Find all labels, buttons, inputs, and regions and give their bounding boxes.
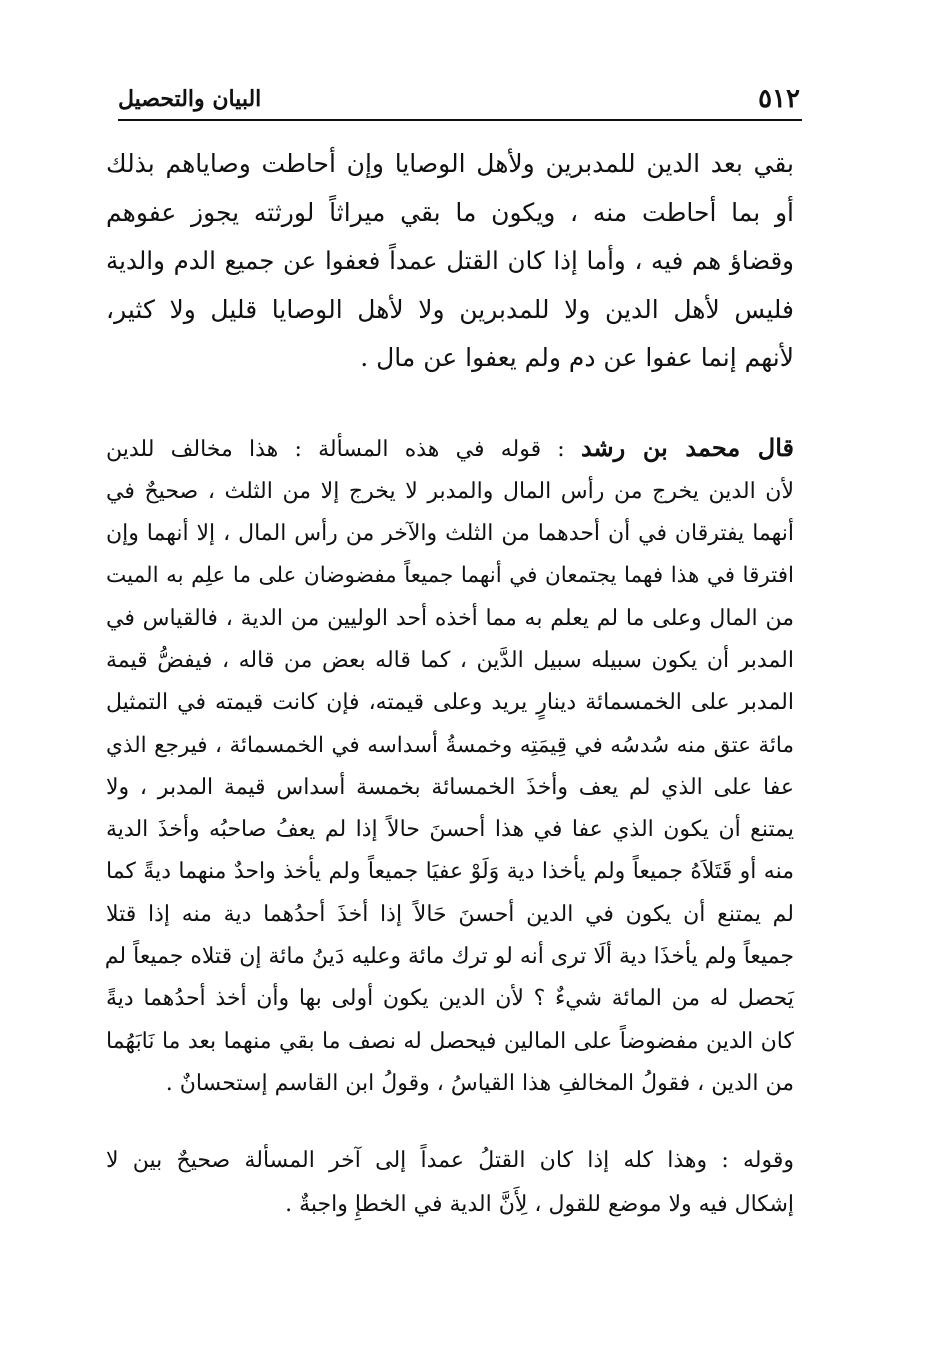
commentator-heading: قال محمد بن رشد bbox=[580, 432, 794, 462]
header-rule bbox=[118, 119, 802, 121]
text-line: جميعاً ولم يأخذَا دية ألَا ترى أنه لو ترك مائة وعليه دَينُ مائة إن قتلاه جميعاً لم bbox=[104, 944, 794, 970]
text-line: وقوله : وهذا كله إذا كان القتلُ عمداً إلى آخر المسألة صحيحٌ بين لا bbox=[106, 1148, 794, 1174]
page-header bbox=[118, 78, 800, 116]
text-line: منه أو قَتَلاَهُ جميعاً ولم يأخذا دية وَلَوْ عفيَا جميعاً ولم يأخذ واحدٌ منهما ديةً كما bbox=[106, 859, 794, 885]
text-line: يمتنع أن يكون الذي عفا في هذا أحسنَ حالاً إذا لم يعفُ صاحبُه وأخذَ الدية bbox=[106, 817, 794, 843]
text-line-rest: : قوله في هذه المسألة : هذا مخالف للدين bbox=[106, 436, 565, 462]
text-line: المدبر أن يكون سبيله سبيل الدَّين ، كما قاله بعض من قاله ، فيفضُّ قيمة bbox=[106, 647, 794, 673]
text-line: إشكال فيه ولا موضع للقول ، لِأَنَّ الدية في الخطإِ واجبةٌ . bbox=[285, 1192, 794, 1218]
text-line: مائة عتق منه سُدسُه في قِيمَتِه وخمسةُ أسداسه في الخمسمائة ، فيرجع الذي bbox=[106, 732, 794, 758]
page-number: ٥١٢ bbox=[758, 84, 800, 114]
text-line: كان الدين مفضوضاً على المالين فيحصل له نصف ما بقي منهما بعد ما نَابَهُما bbox=[106, 1028, 794, 1054]
text-line: من المال وعلى ما لم يعلم به مما أخذه أحد الوليين من الدية ، فالقياس في bbox=[106, 605, 794, 631]
running-title: البيان والتحصيل bbox=[118, 86, 262, 112]
text-line: أنهما يفترقان في أن أحدهما من الثلث والآخر من رأس المال ، إلا أنهما وإن bbox=[106, 521, 794, 547]
text-line: المدبر على الخمسمائة دينارٍ يريد وعلى قيمته، فإن كانت قيمته في التمثيل bbox=[106, 690, 794, 716]
text-line: أو بما أحاطت منه ، ويكون ما بقي ميراثاً لورثته يجوز عفوهم bbox=[106, 197, 794, 227]
text-line: عفا على الذي لم يعف وأخذَ الخمسائة بخمسة أسداس قيمة المدبر ، ولا bbox=[106, 774, 794, 800]
text-line: وقضاؤ هم فيه ، وأما إذا كان القتل عمداً فعفوا عن جميع الدم والدية bbox=[106, 246, 794, 275]
text-line: فليس لأهل الدين ولا للمدبرين ولا لأهل الوصايا قليل ولا كثير، bbox=[106, 294, 794, 324]
text-line: من الدين ، فقولُ المخالفِ هذا القياسُ ، وقولُ ابن القاسم إستحسانٌ . bbox=[165, 1070, 794, 1096]
paragraph-2 bbox=[106, 427, 794, 1106]
text-line: لأن الدين يخرج من رأس المال والمدبر لا يخرج إلا من الثلث ، صحيحٌ في bbox=[106, 478, 794, 504]
paragraph-3 bbox=[106, 1139, 794, 1227]
text-line bbox=[106, 427, 794, 471]
page-body bbox=[106, 140, 794, 1227]
text-line: افترقا في هذا فهما يجتمعان في أنهما جميعاً مفضوضان على ما علِم به الميت bbox=[106, 563, 794, 589]
text-line: بقي بعد الدين للمدبرين ولأهل الوصايا وإن أحاطت وصاياهم بذلك bbox=[106, 149, 794, 178]
text-line: لم يمتنع أن يكون في الدين أحسنَ حَالاً إذا أخذَ أحدُهما دية منه إذا قتلا bbox=[106, 901, 794, 927]
text-line: يَحصل له من المائة شيءٌ ؟ لأن الدين يكون أولى بها وأن أخذ أحدُهما ديةً bbox=[106, 986, 794, 1012]
paragraph-1 bbox=[106, 140, 794, 383]
text-line: لأنهم إنما عفوا عن دم ولم يعفوا عن مال . bbox=[360, 343, 794, 372]
